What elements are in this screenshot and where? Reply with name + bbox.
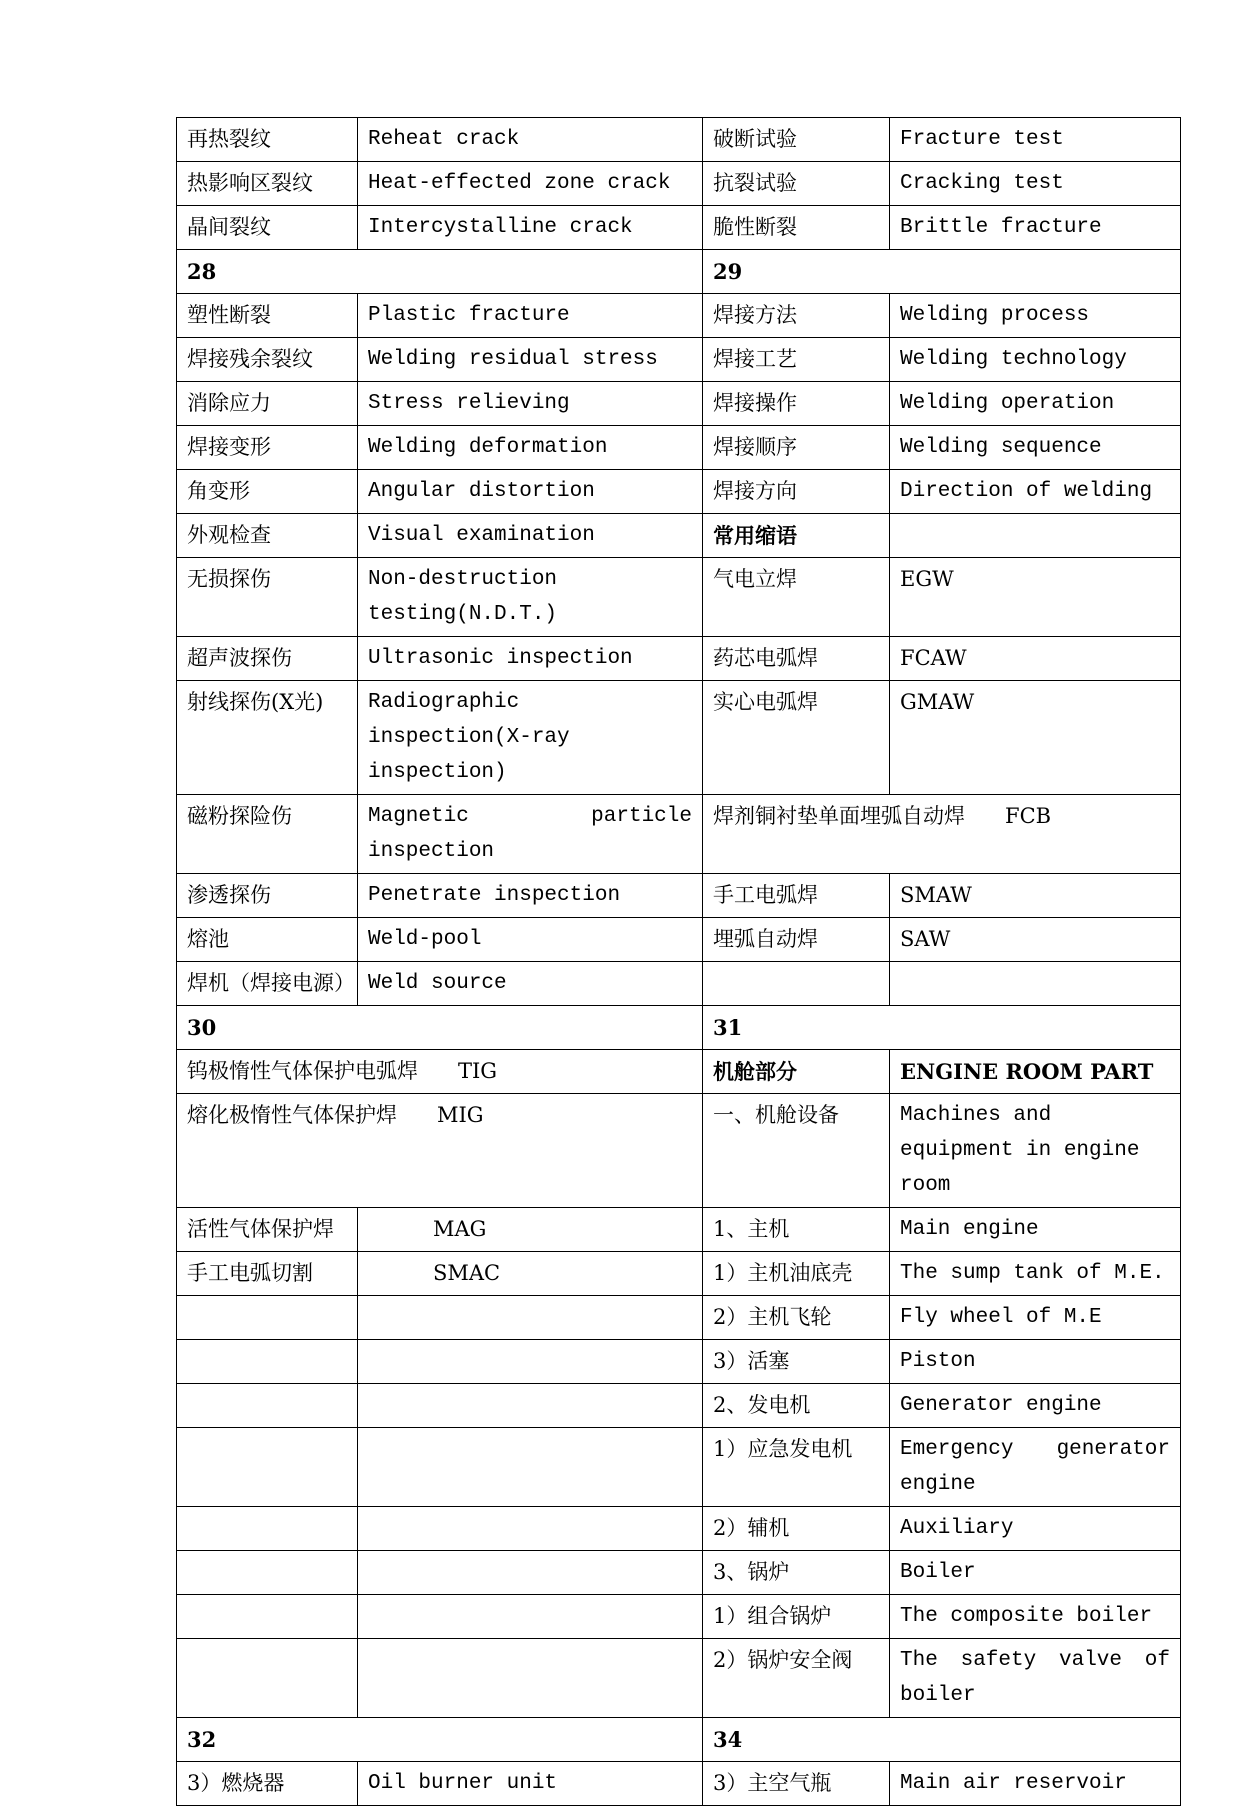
table-cell xyxy=(177,1551,358,1595)
table-cell xyxy=(177,795,358,874)
cell-text: 手工电弧焊 xyxy=(713,883,818,907)
table-cell xyxy=(358,637,703,681)
table-row xyxy=(177,1551,1181,1595)
table-cell xyxy=(703,795,1181,874)
table-cell xyxy=(177,1296,358,1340)
cell-text: 常用缩语 xyxy=(713,523,797,548)
cell-text: Penetrate inspection xyxy=(368,884,621,907)
cell-text: Auxiliary xyxy=(900,1517,1014,1540)
table-cell xyxy=(358,382,703,426)
table-row xyxy=(177,1428,1181,1507)
table-cell xyxy=(177,162,358,206)
table-cell xyxy=(358,795,703,874)
table-cell xyxy=(703,962,890,1006)
cell-text: Welding residual stress xyxy=(368,348,658,371)
table-cell xyxy=(177,1718,703,1762)
table-row xyxy=(177,558,1181,637)
table-cell xyxy=(703,338,890,382)
table-cell xyxy=(890,962,1181,1006)
table-row xyxy=(177,470,1181,514)
cell-text: Weld-pool xyxy=(368,928,482,951)
cell-text: The safety valve of boiler xyxy=(900,1649,1170,1707)
table-cell xyxy=(177,918,358,962)
table-cell xyxy=(358,1384,703,1428)
table-cell xyxy=(358,338,703,382)
cell-text: 2、发电机 xyxy=(713,1393,811,1417)
table-row xyxy=(177,1252,1181,1296)
cell-text: Machines and equipment in engine room xyxy=(900,1104,1140,1197)
table-cell xyxy=(703,918,890,962)
cell-text: 手工电弧切割 xyxy=(187,1261,313,1285)
abbreviation: TIG xyxy=(458,1059,498,1083)
table-cell xyxy=(358,681,703,795)
table-cell xyxy=(890,426,1181,470)
table-cell xyxy=(890,1252,1181,1296)
table-cell xyxy=(703,250,1181,294)
table-cell xyxy=(358,1639,703,1718)
table-cell xyxy=(177,962,358,1006)
cell-text: 焊接顺序 xyxy=(713,435,797,459)
table-row xyxy=(177,1718,1181,1762)
table-cell xyxy=(358,962,703,1006)
cell-text: GMAW xyxy=(900,690,975,714)
cell-text: ENGINE ROOM PART xyxy=(900,1059,1154,1084)
table-cell xyxy=(177,874,358,918)
cell-text: 角变形 xyxy=(187,479,250,503)
table-cell xyxy=(177,1384,358,1428)
table-cell xyxy=(890,918,1181,962)
table-cell xyxy=(703,1507,890,1551)
table-cell xyxy=(703,637,890,681)
cell-text: Piston xyxy=(900,1350,976,1373)
table-cell xyxy=(703,1208,890,1252)
table-row xyxy=(177,962,1181,1006)
table-row xyxy=(177,1340,1181,1384)
table-row xyxy=(177,426,1181,470)
cell-text: 2）主机飞轮 xyxy=(713,1305,832,1329)
cell-text: MAG xyxy=(433,1217,487,1241)
table-row xyxy=(177,1595,1181,1639)
abbreviation: FCB xyxy=(1005,804,1052,828)
table-cell xyxy=(177,1428,358,1507)
table-row xyxy=(177,1639,1181,1718)
cell-text: 脆性断裂 xyxy=(713,215,797,239)
table-cell xyxy=(890,681,1181,795)
cell-text: 破断试验 xyxy=(713,127,797,151)
cell-text: Fly wheel of M.E xyxy=(900,1306,1102,1329)
cell-text: 34 xyxy=(713,1727,743,1752)
table-row xyxy=(177,1208,1181,1252)
cell-text: Oil burner unit xyxy=(368,1772,558,1795)
table-cell xyxy=(177,426,358,470)
cell-text: SMAW xyxy=(900,883,972,907)
table-cell xyxy=(177,1762,358,1806)
table-cell xyxy=(358,1252,703,1296)
table-cell xyxy=(177,1050,703,1094)
cell-text: 磁粉探险伤 xyxy=(187,804,292,828)
table-cell xyxy=(703,162,890,206)
table-cell xyxy=(358,426,703,470)
table-cell xyxy=(703,1718,1181,1762)
table-cell xyxy=(703,1094,890,1208)
table-cell xyxy=(177,338,358,382)
table-cell xyxy=(890,1094,1181,1208)
table-row xyxy=(177,1507,1181,1551)
table-row xyxy=(177,681,1181,795)
cell-text: 3）活塞 xyxy=(713,1349,790,1373)
table-cell xyxy=(358,1340,703,1384)
table-cell xyxy=(177,637,358,681)
abbreviation: MIG xyxy=(437,1103,484,1127)
cell-text: 焊接方法 xyxy=(713,303,797,327)
cell-text: 3）主空气瓶 xyxy=(713,1771,832,1795)
table-cell xyxy=(177,118,358,162)
table-cell xyxy=(177,1006,703,1050)
table-row xyxy=(177,250,1181,294)
table-cell xyxy=(177,1595,358,1639)
table-cell xyxy=(177,250,703,294)
cell-text: 焊接工艺 xyxy=(713,347,797,371)
table-cell xyxy=(358,874,703,918)
table-cell xyxy=(890,118,1181,162)
table-cell xyxy=(177,1639,358,1718)
table-cell xyxy=(177,1094,703,1208)
table-cell xyxy=(177,681,358,795)
cell-text: 一、机舱设备 xyxy=(713,1103,839,1127)
cell-text: Heat-effected zone crack xyxy=(368,172,671,195)
table-cell xyxy=(703,426,890,470)
cell-text: FCAW xyxy=(900,646,967,670)
table-cell xyxy=(703,1296,890,1340)
table-cell xyxy=(358,1428,703,1507)
cell-text: EGW xyxy=(900,567,954,591)
cell-text: Boiler xyxy=(900,1561,976,1584)
table-row xyxy=(177,874,1181,918)
table-cell xyxy=(890,470,1181,514)
cell-text: SAW xyxy=(900,927,951,951)
table-cell xyxy=(890,558,1181,637)
table-row xyxy=(177,637,1181,681)
table-cell xyxy=(703,514,890,558)
table-cell xyxy=(890,1762,1181,1806)
table-cell xyxy=(890,1208,1181,1252)
cell-text: 熔池 xyxy=(187,927,229,951)
table-row xyxy=(177,1296,1181,1340)
cell-text: 焊接操作 xyxy=(713,391,797,415)
cell-text: 1）应急发电机 xyxy=(713,1437,853,1461)
table-cell xyxy=(358,514,703,558)
cell-text: Plastic fracture xyxy=(368,304,570,327)
table-row xyxy=(177,338,1181,382)
table-cell xyxy=(177,470,358,514)
cell-text: 30 xyxy=(187,1015,217,1040)
cell-text: Reheat crack xyxy=(368,128,520,151)
cell-text: 气电立焊 xyxy=(713,567,797,591)
table-cell xyxy=(703,558,890,637)
cell-text: Angular distortion xyxy=(368,480,595,503)
table-cell xyxy=(177,1208,358,1252)
table-cell xyxy=(358,118,703,162)
cell-text: 1）组合锅炉 xyxy=(713,1604,832,1628)
table-cell xyxy=(703,874,890,918)
glossary-table xyxy=(176,117,1181,1806)
cell-text: 实心电弧焊 xyxy=(713,690,818,714)
table-cell xyxy=(703,1050,890,1094)
cell-text: 塑性断裂 xyxy=(187,303,271,327)
cell-text: Direction of welding xyxy=(900,480,1153,503)
table-cell xyxy=(890,1050,1181,1094)
table-cell xyxy=(703,1551,890,1595)
cell-text: Magnetic particle inspection xyxy=(368,805,692,863)
cell-text: 2）辅机 xyxy=(713,1516,790,1540)
table-cell xyxy=(703,681,890,795)
table-cell xyxy=(358,1507,703,1551)
cell-text: 活性气体保护焊 xyxy=(187,1217,334,1241)
table-cell xyxy=(890,338,1181,382)
cell-text: 2）锅炉安全阀 xyxy=(713,1648,853,1672)
table-cell xyxy=(177,294,358,338)
table-cell xyxy=(703,1762,890,1806)
table-cell xyxy=(890,1639,1181,1718)
table-cell xyxy=(890,1507,1181,1551)
table-cell xyxy=(703,118,890,162)
table-cell xyxy=(890,382,1181,426)
cell-text: 1、主机 xyxy=(713,1217,790,1241)
cell-text: Main air reservoir xyxy=(900,1772,1127,1795)
table-cell xyxy=(890,637,1181,681)
cell-text: 超声波探伤 xyxy=(187,646,292,670)
table-row xyxy=(177,1094,1181,1208)
cell-text: 32 xyxy=(187,1727,217,1752)
cell-text: 再热裂纹 xyxy=(187,127,271,151)
table-cell xyxy=(890,1551,1181,1595)
table-cell xyxy=(890,514,1181,558)
table-cell xyxy=(358,162,703,206)
cell-text: 29 xyxy=(713,259,743,284)
cell-text: Main engine xyxy=(900,1218,1039,1241)
table-row xyxy=(177,118,1181,162)
cell-text: 焊接变形 xyxy=(187,435,271,459)
table-cell xyxy=(890,206,1181,250)
table-cell xyxy=(703,1006,1181,1050)
cell-text: 焊接方向 xyxy=(713,479,797,503)
table-cell xyxy=(703,1595,890,1639)
table-cell xyxy=(358,1595,703,1639)
table-cell xyxy=(703,1340,890,1384)
table-row xyxy=(177,918,1181,962)
cell-text: 钨极惰性气体保护电弧焊 xyxy=(187,1059,418,1083)
table-cell xyxy=(703,1252,890,1296)
cell-text: Stress relieving xyxy=(368,392,570,415)
table-cell xyxy=(358,1296,703,1340)
table-cell xyxy=(177,558,358,637)
cell-text: 外观检查 xyxy=(187,523,271,547)
cell-text: 药芯电弧焊 xyxy=(713,646,818,670)
cell-text: Welding operation xyxy=(900,392,1115,415)
table-cell xyxy=(890,1428,1181,1507)
table-cell xyxy=(358,1208,703,1252)
table-cell xyxy=(890,1595,1181,1639)
cell-text: 射线探伤(X光) xyxy=(187,690,324,714)
cell-text: 无损探伤 xyxy=(187,567,271,591)
cell-text: 消除应力 xyxy=(187,391,271,415)
table-cell xyxy=(703,1428,890,1507)
table-cell xyxy=(358,294,703,338)
table-row xyxy=(177,162,1181,206)
table-cell xyxy=(703,382,890,426)
table-cell xyxy=(703,206,890,250)
table-row xyxy=(177,1050,1181,1094)
table-cell xyxy=(177,1507,358,1551)
cell-text: 熔化极惰性气体保护焊 xyxy=(187,1103,397,1127)
cell-text: Welding process xyxy=(900,304,1090,327)
table-row xyxy=(177,382,1181,426)
cell-text: 焊接残余裂纹 xyxy=(187,347,313,371)
table-row xyxy=(177,206,1181,250)
table-cell xyxy=(703,1639,890,1718)
cell-text: 3）燃烧器 xyxy=(187,1771,285,1795)
table-cell xyxy=(358,470,703,514)
table-cell xyxy=(177,206,358,250)
table-cell xyxy=(358,918,703,962)
table-row xyxy=(177,514,1181,558)
table-cell xyxy=(703,470,890,514)
table-cell xyxy=(177,514,358,558)
table-cell xyxy=(890,294,1181,338)
table-row xyxy=(177,1762,1181,1806)
cell-text: 机舱部分 xyxy=(713,1059,797,1084)
cell-text: Ultrasonic inspection xyxy=(368,647,633,670)
cell-text: Weld source xyxy=(368,972,507,995)
table-cell xyxy=(890,874,1181,918)
cell-text: Radiographic inspection(X-ray inspection) xyxy=(368,691,570,784)
cell-text: Generator engine xyxy=(900,1394,1102,1417)
cell-text: 抗裂试验 xyxy=(713,171,797,195)
table-cell xyxy=(358,1551,703,1595)
glossary-body xyxy=(177,118,1181,1806)
table-cell xyxy=(890,1340,1181,1384)
table-cell xyxy=(358,206,703,250)
cell-text: Visual examination xyxy=(368,524,595,547)
cell-text: Welding technology xyxy=(900,348,1127,371)
table-cell xyxy=(358,558,703,637)
cell-text: Welding sequence xyxy=(900,436,1102,459)
cell-text: SMAC xyxy=(433,1261,501,1285)
cell-text: 焊剂铜衬垫单面埋弧自动焊 xyxy=(713,804,965,828)
cell-text: Intercystalline crack xyxy=(368,216,633,239)
cell-text: 1）主机油底壳 xyxy=(713,1261,853,1285)
table-cell xyxy=(703,294,890,338)
cell-text: Emergency generator engine xyxy=(900,1438,1170,1496)
cell-text: 晶间裂纹 xyxy=(187,215,271,239)
cell-text: Cracking test xyxy=(900,172,1064,195)
cell-text: 3、锅炉 xyxy=(713,1560,790,1584)
cell-text: 埋弧自动焊 xyxy=(713,927,818,951)
table-cell xyxy=(890,162,1181,206)
cell-text: Welding deformation xyxy=(368,436,608,459)
cell-text: 热影响区裂纹 xyxy=(187,171,313,195)
table-cell xyxy=(890,1384,1181,1428)
table-row xyxy=(177,1384,1181,1428)
table-cell xyxy=(703,1384,890,1428)
table-row xyxy=(177,1006,1181,1050)
cell-text: Fracture test xyxy=(900,128,1064,151)
cell-text: The composite boiler xyxy=(900,1605,1153,1628)
table-cell xyxy=(177,1340,358,1384)
cell-text: The sump tank of M.E. xyxy=(900,1262,1165,1285)
cell-text: Brittle fracture xyxy=(900,216,1102,239)
cell-text: 焊机（焊接电源） xyxy=(187,971,355,995)
table-cell xyxy=(358,1762,703,1806)
cell-text: 28 xyxy=(187,259,217,284)
table-cell xyxy=(177,382,358,426)
cell-text: 渗透探伤 xyxy=(187,883,271,907)
table-cell xyxy=(890,1296,1181,1340)
table-cell xyxy=(177,1252,358,1296)
table-row xyxy=(177,795,1181,874)
table-row xyxy=(177,294,1181,338)
cell-text: Non-destruction testing(N.D.T.) xyxy=(368,568,558,626)
cell-text: 31 xyxy=(713,1015,743,1040)
